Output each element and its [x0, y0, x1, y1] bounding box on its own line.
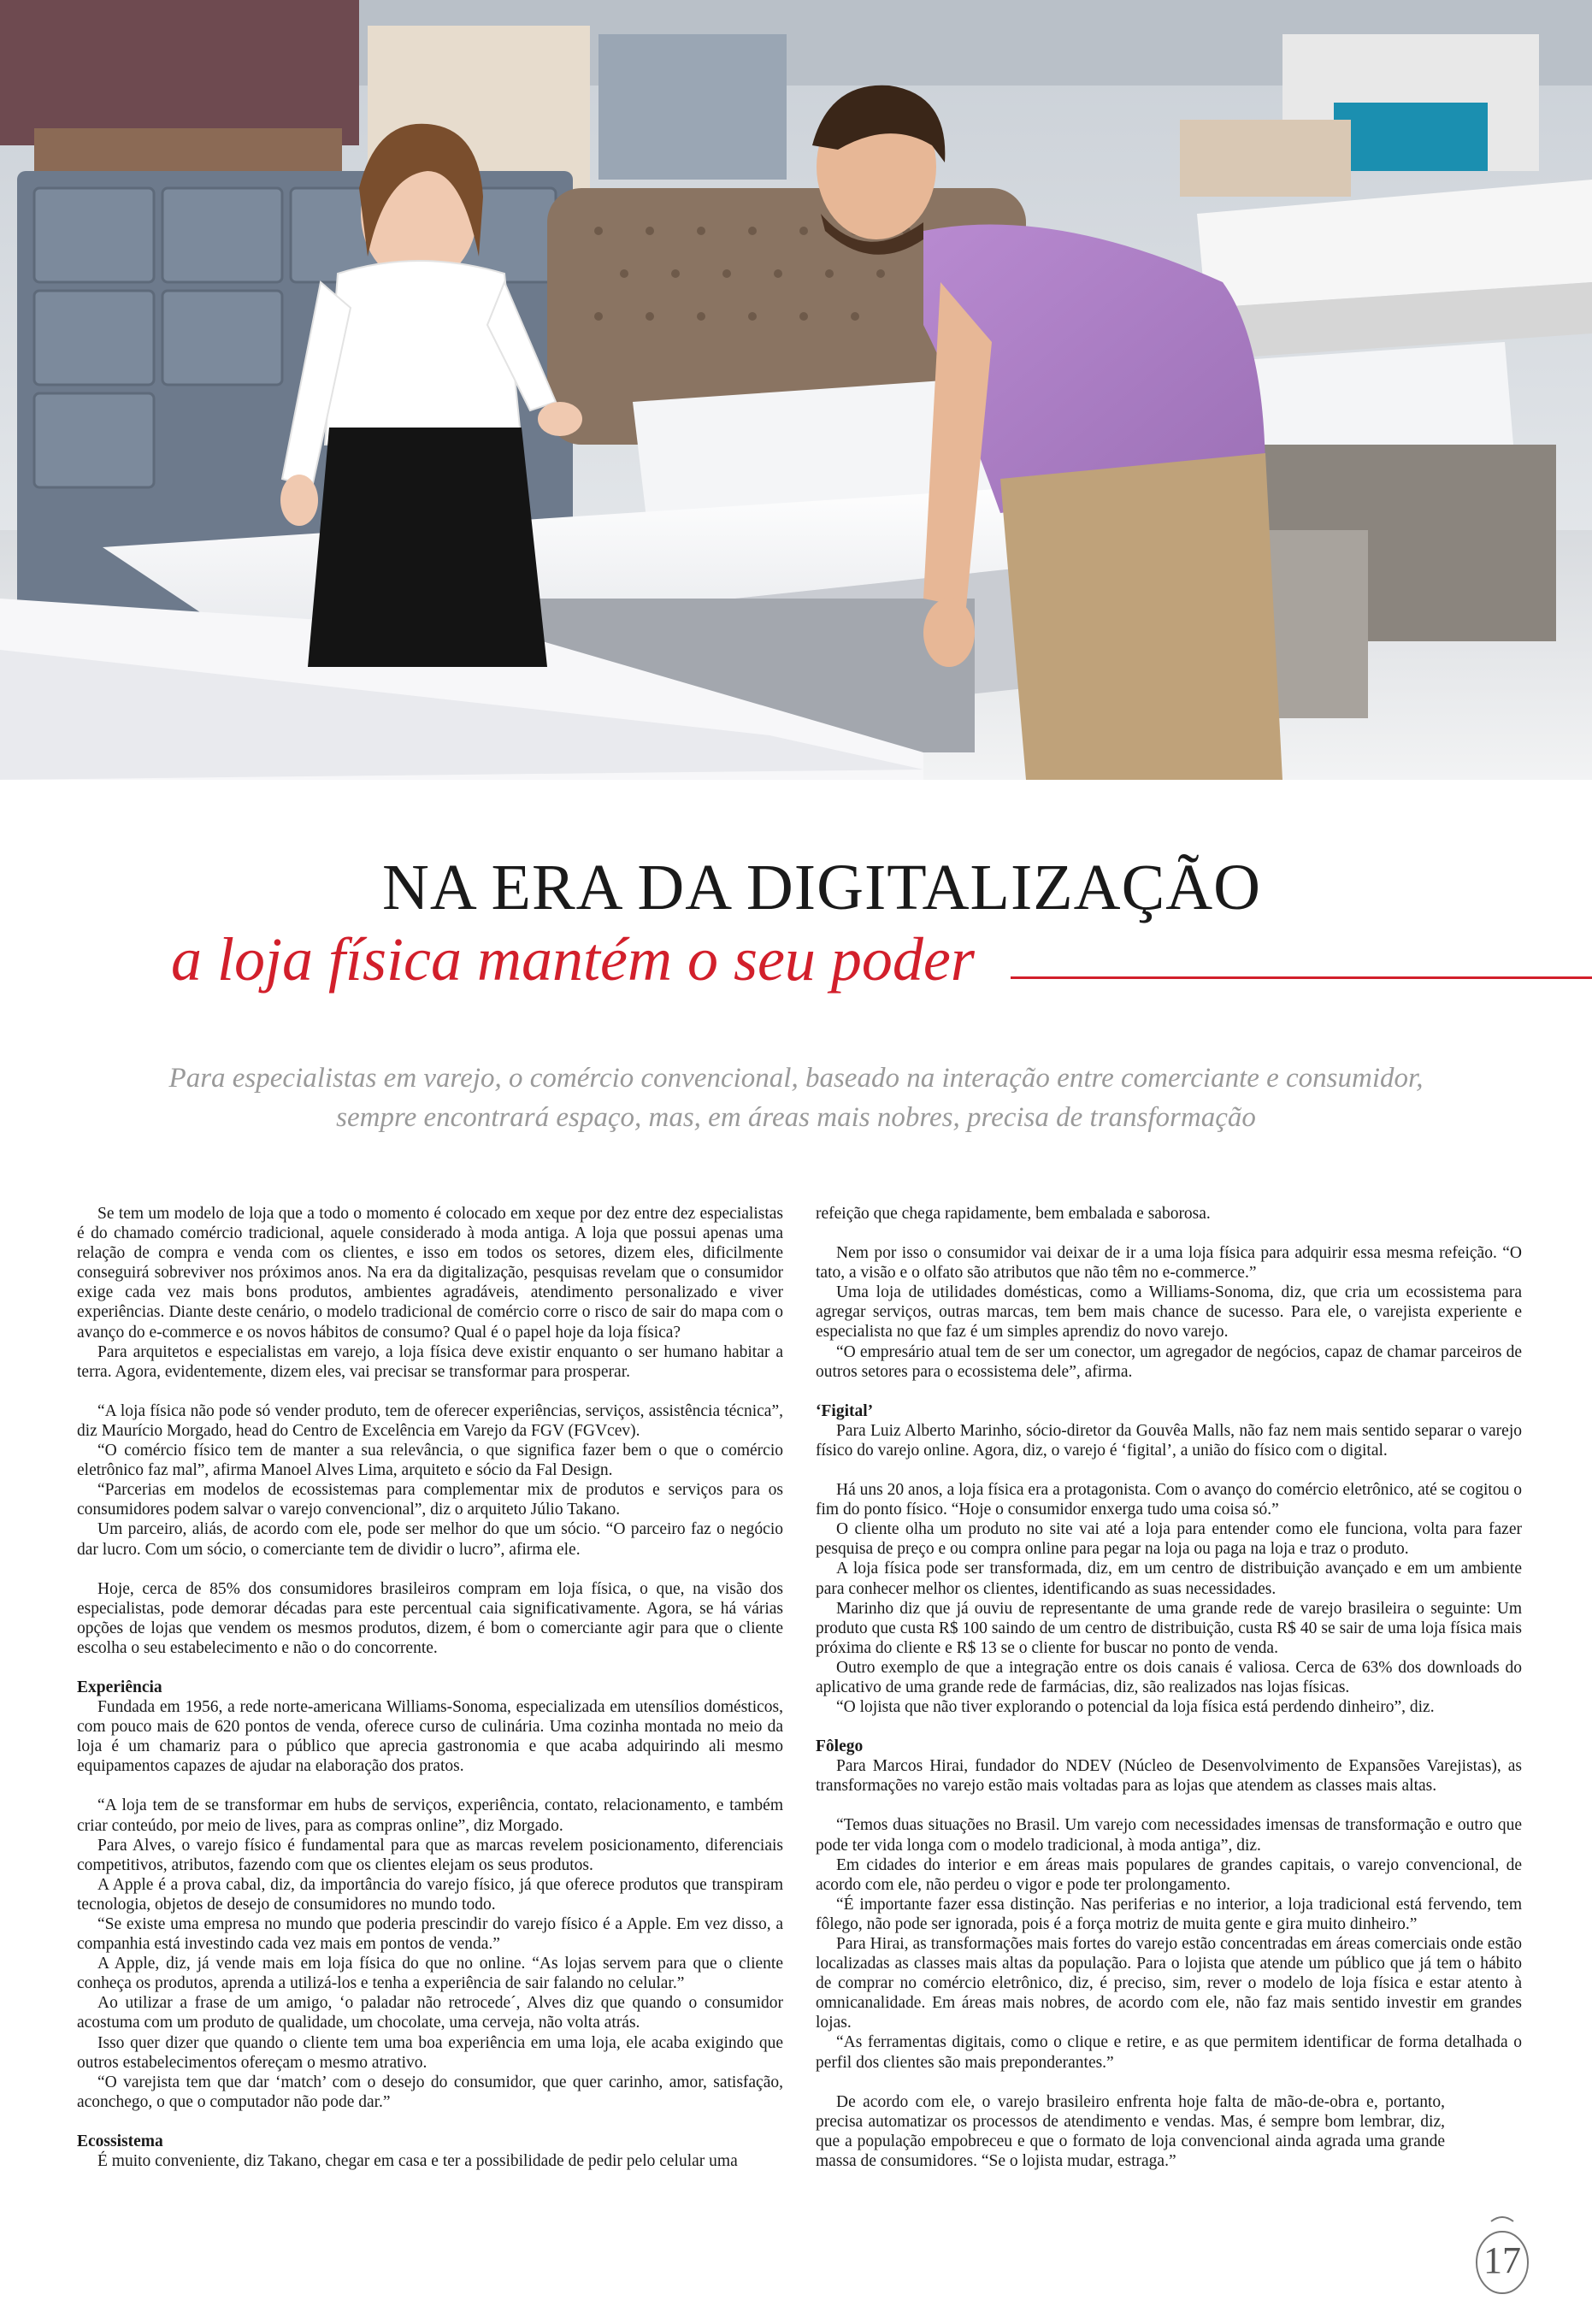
paragraph: Para Hirai, as transformações mais fortes do varejo estão concentradas em áreas comerciais onde estão localizadas as classes mais altas da população. Para o lojista que atende um público que já tem o hábito de comprar no comércio eletrônico, diz, é preciso, sim, rever o modelo de loja física e estar atento à omnicanalidade. Em áreas mais nobres, de acordo com ele, não faz mais sentido investir em grandes lojas. — [816, 1935, 1522, 2032]
paragraph: Ao utilizar a frase de um amigo, ‘o paladar não retrocede´, Alves diz que quando o consumidor acostuma com um produto de qualidade, um chocolate, uma cerveja, não volta atrás. — [77, 1994, 783, 2032]
paragraph: Se tem um modelo de loja que a todo o momento é colocado em xeque por dez entre dez especialistas é do chamado comércio tradicional, aquele considerado à moda antiga. A loja que possui apenas uma relação de compra e venda com os clientes, e isso em todos os setores, dizem eles, dificilmente conseguirá sobreviver nos próximos anos. Na era da digitalização, pesquisas revelam que o consumidor exige cada vez mais bons produtos, ambientes agradáveis, atendimento personalizado e viver experiências. Diante deste cenário, o modelo tradicional de comércio corre o risco de sair do mapa com o avanço do e-commerce e os novos hábitos de consumo? Qual é o papel hoje da loja física? — [77, 1205, 783, 1342]
paragraph: Hoje, cerca de 85% dos consumidores brasileiros compram em loja física, o que, na visão dos especialistas, pode demorar décadas para este percentual caia significativamente. Agora, se há várias opções de lojas que vendem os mesmos produtos, dizem, é bom o comerciante agir para que o cliente escolha o seu estabelecimento e não o do concorrente. — [77, 1579, 783, 1657]
paragraph: Para arquitetos e especialistas em varejo, a loja física deve existir enquanto o ser humano habitar a terra. Agora, evidentemente, dizem eles, vai precisar se transformar para prosperar. — [77, 1342, 783, 1381]
paragraph: Há uns 20 anos, a loja física era a protagonista. Com o avanço do comércio eletrônico, até se cogitou o fim do ponto físico. “Hoje o consumidor enxerga tudo uma coisa só.” — [816, 1481, 1522, 1519]
left-column — [77, 1204, 783, 2171]
paragraph: Outro exemplo de que a integração entre os dois canais é valiosa. Cerca de 63% dos downloads do aplicativo de uma grande rede de farmácias, diz, são realizados nas lojas físicas. — [816, 1658, 1522, 1696]
page-number-text: 17 — [1483, 2239, 1521, 2281]
section-heading-figital: ‘Figital’ — [816, 1401, 874, 1420]
headline-title: NA ERA DA DIGITALIZAÇÃO — [381, 852, 1262, 923]
dek-line-2: sempre encontrará espaço, mas, em áreas mais nobres, precisa de transformação — [336, 1102, 1256, 1133]
page-number — [1472, 2213, 1532, 2298]
headline-subtitle: a loja física mantém o seu poder — [171, 925, 975, 994]
headline-subtitle-row — [0, 925, 1592, 1006]
article-dek — [103, 1059, 1489, 1137]
paragraph: “O comércio físico tem de manter a sua relevância, o que significa fazer bem o que o comércio eletrônico faz mal”, afirma Manoel Alves Lima, arquiteto e sócio da Fal Design. — [77, 1442, 783, 1480]
paragraph: Isso quer dizer que quando o cliente tem uma boa experiência em uma loja, ele acaba exigindo que outros estabelecimentos ofereçam o mesmo atrativo. — [77, 2033, 783, 2072]
paragraph: A loja física pode ser transformada, diz, em um centro de distribuição avançado e em um ambiente para conhecer melhor os clientes, identificando as suas necessidades. — [816, 1560, 1522, 1598]
paragraph: refeição que chega rapidamente, bem embalada e saborosa. — [816, 1205, 1211, 1223]
paragraph: A Apple, diz, já vende mais em loja física do que no online. “As lojas servem para que o cliente conheça os produtos, aprenda a utilizá-los e tenha a experiência de sair falando no celular.” — [77, 1955, 783, 1993]
section-heading-ecossistema: Ecossistema — [77, 2132, 163, 2150]
paragraph: Em cidades do interior e em áreas mais populares de grandes capitais, o varejo convencional, de acordo com ele, não perdeu o vigor e pode ter prolongamento. — [816, 1855, 1522, 1894]
headline-rule — [1011, 976, 1592, 979]
paragraph: “A loja física não pode só vender produto, tem de oferecer experiências, serviços, assistência técnica”, diz Maurício Morgado, head do Centro de Excelência em Varejo da FGV (FGVcev). — [77, 1401, 783, 1440]
paragraph: “Temos duas situações no Brasil. Um varejo com necessidades imensas de transformação e outro que pode ter vida longa com o modelo tradicional, à moda antiga”, diz. — [816, 1816, 1522, 1855]
paragraph: Fundada em 1956, a rede norte-americana Williams-Sonoma, especializada em utensílios domésticos, com pouco mais de 620 pontos de venda, oferece curso de culinária. Uma cozinha montada no meio da loja é um chamariz para o público que aprecia gastronomia e que acaba adquirindo ali mesmo equipamentos capazes de ajudar na elaboração dos pratos. — [77, 1698, 783, 1776]
paragraph: “Se existe uma empresa no mundo que poderia prescindir do varejo físico é a Apple. Em vez disso, a companhia está investindo cada vez mais em pontos de venda.” — [77, 1915, 783, 1954]
paragraph: Uma loja de utilidades domésticas, como a Williams-Sonoma, diz, que cria um ecossistema para agregar serviços, outras marcas, tem bem mais chance de sucesso. Para ele, o varejista experiente e especialista no que faz é um simples aprendiz do novo varejo. — [816, 1283, 1522, 1342]
paragraph: “É importante fazer essa distinção. Nas periferias e no interior, a loja tradicional está fervendo, tem fôlego, não pode ser ignorada, pois é a força motriz de muita gente e gira muito dinheiro.” — [816, 1895, 1522, 1933]
paragraph: “Parcerias em modelos de ecossistemas para complementar mix de produtos e serviços para os consumidores podem salvar o varejo convencional”, diz o arquiteto Júlio Takano. — [77, 1481, 783, 1519]
paragraph: Nem por isso o consumidor vai deixar de ir a uma loja física para adquirir essa mesma refeição. “O tato, a visão e o olfato são atributos que não têm no e-commerce.” — [816, 1244, 1522, 1283]
paragraph: “O varejista tem que dar ‘match’ com o desejo do consumidor, que quer carinho, amor, satisfação, aconchego, o que o computador não pode dar.” — [77, 2073, 783, 2111]
dek-line-1: Para especialistas em varejo, o comércio convencional, baseado na interação entre comerciante e consumidor, — [168, 1063, 1424, 1094]
hero-photo — [0, 0, 1592, 780]
paragraph: Marinho diz que já ouviu de representante de uma grande rede de varejo brasileira o seguinte: Um produto que custa R$ 100 saindo de um centro de distribuição, custa R$ 40 se sair de uma loja física mais próxima do cliente e R$ 13 se o cliente for buscar no ponto de venda. — [816, 1599, 1522, 1657]
paragraph: Um parceiro, aliás, de acordo com ele, pode ser melhor do que um sócio. “O parceiro faz o negócio dar lucro. Com um sócio, o comerciante tem de dividir o lucro”, afirma ele. — [77, 1520, 783, 1559]
section-heading-folego: Fôlego — [816, 1737, 864, 1756]
paragraph: Para Luiz Alberto Marinho, sócio-diretor da Gouvêa Malls, não faz nem mais sentido separar o varejo físico do varejo online. Agora, diz, o varejo é ‘figital’, a união do físico com o digital. — [816, 1421, 1522, 1460]
right-column — [816, 1204, 1522, 2171]
paragraph: “A loja tem de se transformar em hubs de serviços, experiência, contato, relacionamento, e também criar conteúdo, por meio de lives, para as compras online”, diz Morgado. — [77, 1796, 783, 1835]
section-heading-experiencia: Experiência — [77, 1678, 162, 1696]
paragraph: O cliente olha um produto no site vai até a loja para entender como ele funciona, volta para fazer pesquisa de preço e ou compra online para pegar na loja ou paga na loja e traz o produto. — [816, 1520, 1522, 1559]
paragraph: De acordo com ele, o varejo brasileiro enfrenta hoje falta de mão-de-obra e, portanto, precisa automatizar os processos de atendimento e vendas. Mas, é sempre bom lembrar, diz, que a população empobreceu e que o formato de loja convencional ainda agrada uma grande massa de consumidores. “Se o lojista mudar, estraga.” — [816, 2092, 1445, 2170]
paragraph: Para Marcos Hirai, fundador do NDEV (Núcleo de Desenvolvimento de Expansões Varejistas), as transformações no varejo estão mais voltadas para as lojas que atendem as classes mais altas. — [816, 1757, 1522, 1796]
paragraph: É muito conveniente, diz Takano, chegar em casa e ter a possibilidade de pedir pelo celular uma — [97, 2152, 738, 2171]
paragraph: Para Alves, o varejo físico é fundamental para que as marcas revelem posicionamento, diferenciais competitivos, atributos, fazendo com que os clientes elejam os seus produtos. — [77, 1836, 783, 1874]
paragraph: “O lojista que não tiver explorando o potencial da loja física está perdendo dinheiro”, diz. — [836, 1698, 1435, 1717]
paragraph: “As ferramentas digitais, como o clique e retire, e as que permitem identificar de forma detalhada o perfil dos clientes são mais preponderantes.” — [816, 2033, 1522, 2072]
mattress-store-photo-icon — [0, 0, 1592, 780]
paragraph: A Apple é a prova cabal, diz, da importância do varejo físico, já que oferece produtos que transpiram tecnologia, objetos de desejo de consumidores no mundo todo. — [77, 1875, 783, 1914]
paragraph: “O empresário atual tem de ser um conector, um agregador de negócios, capaz de chamar parceiros de outros setores para o ecossistema dele”, afirma. — [816, 1342, 1522, 1381]
